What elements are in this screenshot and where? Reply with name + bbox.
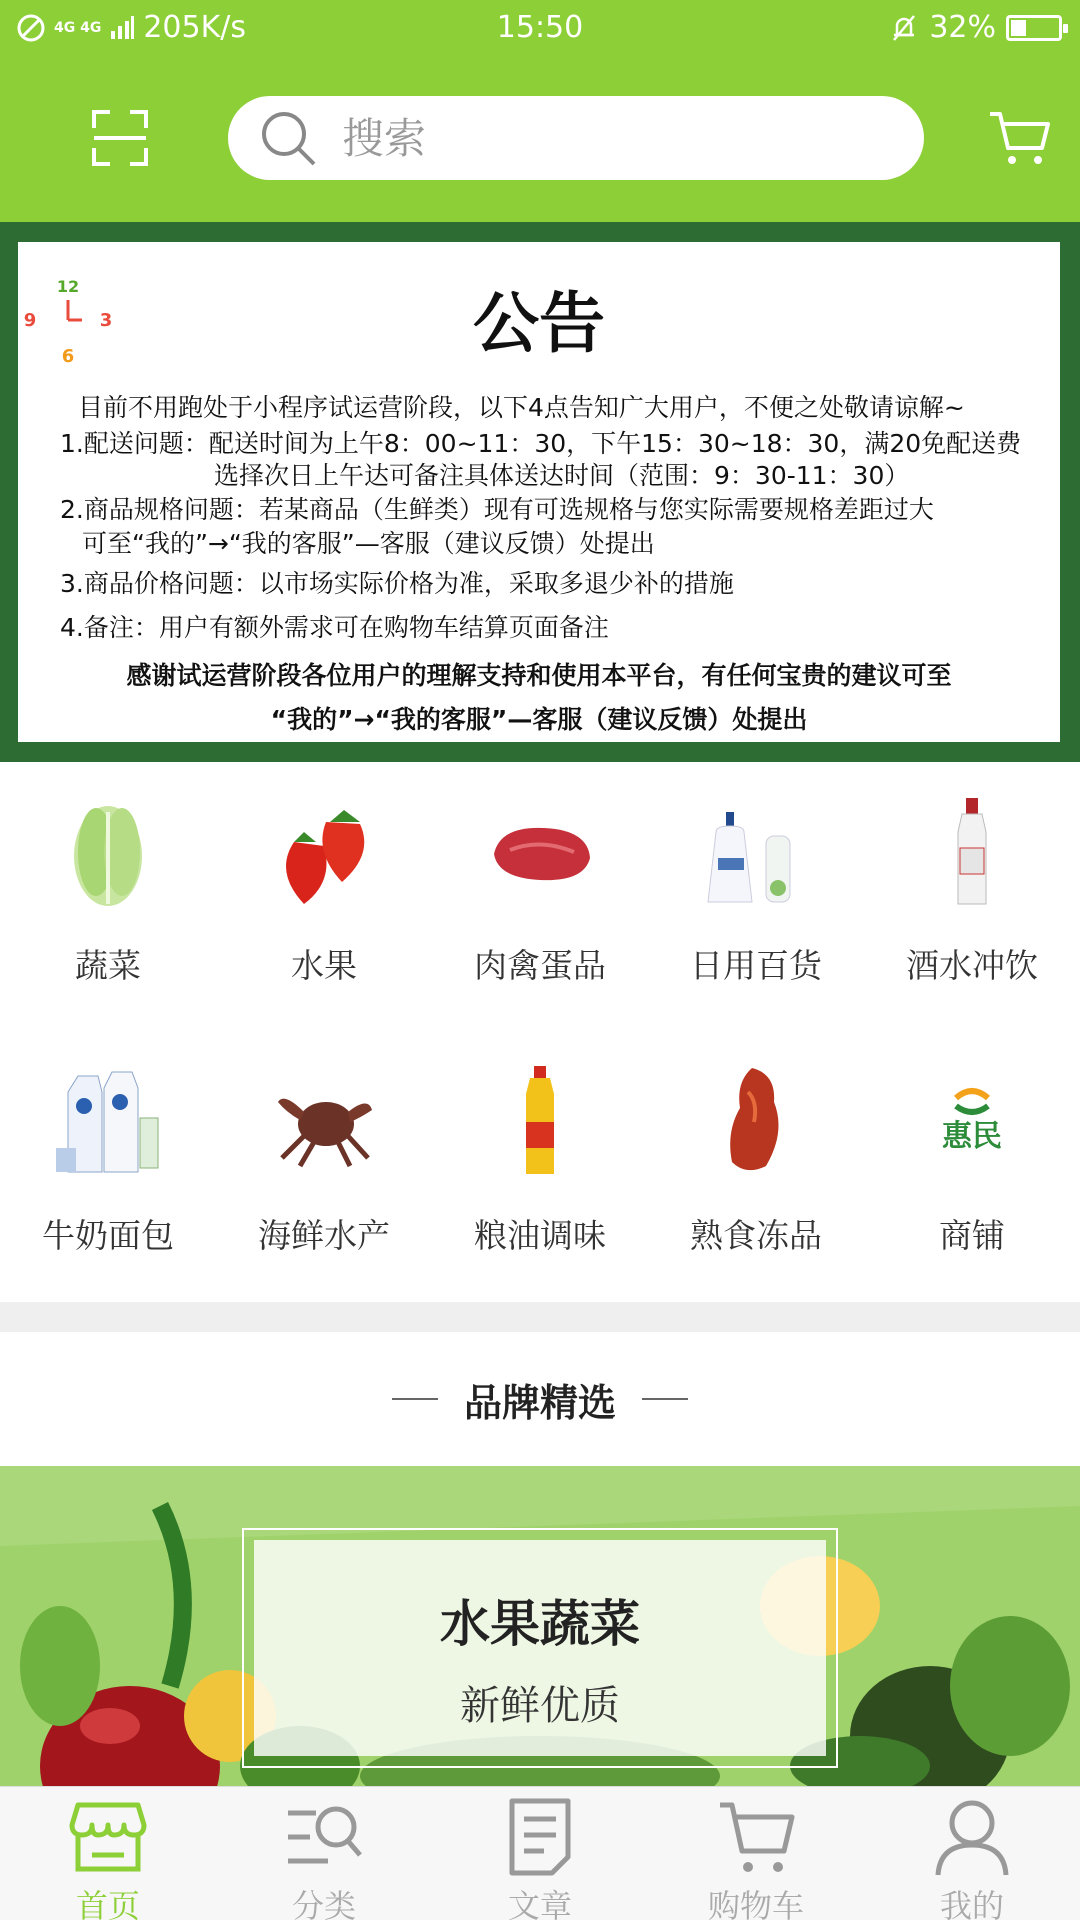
category-label: 海鲜水产: [258, 1216, 390, 1255]
svg-text:3: 3: [99, 310, 113, 331]
status-time: 15:50: [496, 10, 584, 45]
svg-text:12: 12: [56, 277, 80, 296]
category-label: 熟食冻品: [690, 1216, 822, 1255]
svg-text:9: 9: [23, 310, 37, 331]
announcement-thanks: “我的”→“我的客服”—客服（建议反馈）处提出: [270, 705, 808, 734]
strawberry-icon: [264, 792, 384, 912]
battery-percent: 32%: [929, 10, 996, 45]
category-fruit[interactable]: [216, 792, 432, 987]
tab-cart[interactable]: [648, 1787, 864, 1920]
status-right: [889, 10, 1062, 45]
oil-bottle-icon: [480, 1062, 600, 1182]
announcement-title: 公告: [473, 285, 605, 362]
bodywash-icon: [696, 792, 816, 912]
tab-label: 首页: [75, 1887, 140, 1920]
tab-profile[interactable]: [864, 1787, 1080, 1920]
search-bar[interactable]: [228, 96, 924, 180]
category-seafood[interactable]: [216, 1062, 432, 1257]
category-label: 粮油调味: [474, 1216, 606, 1255]
article-icon: [500, 1797, 580, 1877]
category-label: 水果: [291, 946, 357, 985]
tab-label: 购物车: [707, 1887, 804, 1920]
category-label: 肉禽蛋品: [474, 946, 606, 985]
store-icon: [68, 1797, 148, 1877]
announcement-item: 可至“我的”→“我的客服”—客服（建议反馈）处提出: [82, 529, 655, 558]
announcement-card: [18, 242, 1060, 742]
scan-icon[interactable]: [90, 108, 150, 168]
category-grain-oil[interactable]: [432, 1062, 648, 1257]
header: [0, 56, 1080, 222]
banner-caption: [254, 1540, 826, 1756]
search-icon: [258, 108, 318, 168]
section-divider: [0, 1302, 1080, 1332]
category-vegetables[interactable]: [0, 792, 216, 987]
category-drinks[interactable]: [864, 792, 1080, 987]
announcement-item: 1.配送问题：配送时间为上午8：00~11：30，下午15：30~18：30，满20免配送费: [60, 429, 1022, 458]
category-shops[interactable]: [864, 1062, 1080, 1257]
search-input[interactable]: [342, 114, 902, 163]
svg-text:6: 6: [61, 346, 75, 367]
status-bar: [0, 0, 1080, 56]
tab-label: 文章: [507, 1887, 572, 1920]
category-cooked-frozen[interactable]: [648, 1062, 864, 1257]
announcement-item: 3.商品价格问题：以市场实际价格为准，采取多退少补的措施: [60, 569, 734, 598]
category-label: 日用百货: [690, 946, 822, 985]
milk-carton-icon: [48, 1062, 168, 1182]
category-milk-bread[interactable]: [0, 1062, 216, 1257]
brand-banner[interactable]: [0, 1466, 1080, 1786]
announcement-thanks: 感谢试运营阶段各位用户的理解支持和使用本平台，有任何宝贵的建议可至: [126, 661, 952, 690]
announcement-item: 4.备注：用户有额外需求可在购物车结算页面备注: [60, 613, 609, 642]
banner-caption-box: [242, 1528, 838, 1768]
banner-subtitle: 新鲜优质: [460, 1683, 620, 1729]
cooked-meat-icon: [696, 1062, 816, 1182]
cart-icon[interactable]: [988, 110, 1050, 168]
cart-icon: [716, 1797, 796, 1877]
crab-icon: [264, 1062, 384, 1182]
meat-icon: [480, 792, 600, 912]
banner-title: 水果蔬菜: [440, 1595, 640, 1653]
shop-logo-text: 惠民: [942, 1119, 1002, 1154]
network-speed: 205K/s: [143, 10, 247, 45]
tab-category[interactable]: [216, 1787, 432, 1920]
category-label: 牛奶面包: [42, 1216, 174, 1255]
brand-section-title: 品牌精选: [463, 1380, 616, 1425]
announcement-item: 2.商品规格问题：若某商品（生鲜类）现有可选规格与您实际需要规格差距过大: [60, 495, 934, 524]
announcement-banner[interactable]: [0, 222, 1080, 762]
shop-logo-icon: [912, 1062, 1032, 1182]
announcement-intro: 目前不用跑处于小程序试运营阶段，以下4点告知广大用户，不便之处敬请谅解~: [78, 393, 965, 422]
category-label: 酒水冲饮: [906, 946, 1038, 985]
divider-line: [392, 1398, 438, 1400]
category-label: 商铺: [939, 1216, 1005, 1255]
divider-line: [642, 1398, 688, 1400]
category-daily-goods[interactable]: [648, 792, 864, 987]
cabbage-icon: [48, 792, 168, 912]
category-search-icon: [284, 1797, 364, 1877]
bell-muted-icon: [889, 13, 919, 43]
battery-icon: [1006, 15, 1062, 41]
category-label: 蔬菜: [75, 946, 141, 985]
category-meat-eggs[interactable]: [432, 792, 648, 987]
category-grid: [0, 762, 1080, 1302]
tab-home[interactable]: [0, 1787, 216, 1920]
network-type: 4G 4G: [54, 19, 102, 36]
tab-label: 分类: [291, 1887, 356, 1920]
liquor-bottle-icon: [912, 792, 1032, 912]
announcement-item: 选择次日上午达可备注具体送达时间（范围：9：30-11：30）: [214, 461, 910, 490]
user-icon: [932, 1797, 1012, 1877]
brand-section-header: [0, 1332, 1080, 1466]
tab-articles[interactable]: [432, 1787, 648, 1920]
tab-label: 我的: [939, 1887, 1004, 1920]
bottom-tabbar: [0, 1786, 1080, 1920]
